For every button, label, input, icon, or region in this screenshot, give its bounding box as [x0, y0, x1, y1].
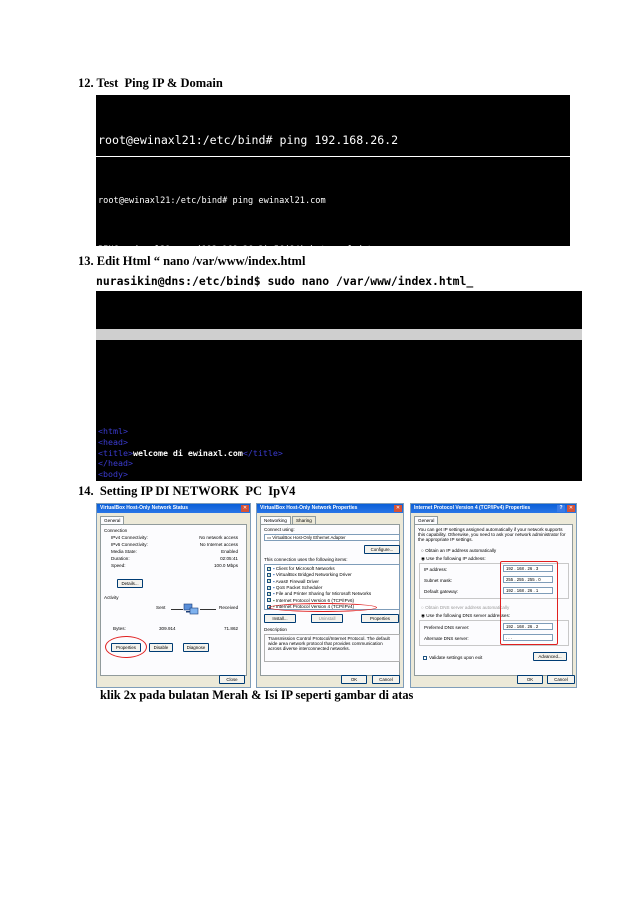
bytes-sent: 309.914	[159, 626, 176, 631]
sent-label: Sent	[156, 605, 166, 610]
heading-edit: 13. Edit Html “ nano /var/www/index.html	[78, 254, 306, 268]
preferred-dns-field[interactable]: 192 . 168 . 26 . 2	[503, 623, 553, 630]
dialog-title: VirtualBox Host-Only Network Properties	[260, 505, 358, 511]
tab-sharing[interactable]: Sharing	[292, 516, 316, 524]
component-label: Internet Protocol Version 6 (TCP/IPv6)	[275, 597, 355, 603]
status-row-value: 02:05:41	[220, 556, 238, 561]
terminal-line: root@ewinaxl21:/etc/bind# ping 192.168.26.2	[98, 133, 399, 147]
ok-button[interactable]: OK	[517, 675, 543, 684]
html-tag: <head>	[98, 436, 128, 447]
nano-line	[98, 448, 580, 459]
terminal-line: root@ewinaxl21:/etc/bind# ping ewinaxl21.com	[98, 196, 326, 206]
component-item[interactable]	[267, 591, 371, 597]
install-button[interactable]: Install...	[264, 614, 296, 623]
radio-icon: ○	[421, 548, 426, 553]
status-row-label: IPv6 Connectivity:	[111, 542, 148, 547]
terminal-line	[98, 245, 568, 246]
configure-button[interactable]: Configure...	[364, 545, 400, 554]
terminal-ping-domain	[96, 157, 570, 246]
network-component-icon: ▪	[273, 578, 276, 584]
default-gateway-label: Default gateway:	[424, 589, 459, 594]
description-text: Transmission Control Protocol/Internet Protocol. The default wide area network protocol that provides communication across diverse interconnected networks.	[264, 634, 400, 662]
component-label: QoS Packet Scheduler	[275, 584, 323, 590]
advanced-button[interactable]: Advanced...	[533, 652, 567, 661]
dialog-titlebar	[411, 504, 576, 513]
nano-line	[98, 458, 580, 469]
radio-selected-icon: ◉	[421, 613, 427, 618]
network-component-icon: ▪	[273, 603, 276, 609]
dialog-titlebar	[257, 504, 403, 513]
radio-selected-icon: ◉	[421, 556, 427, 561]
use-dns-label: Use the following DNS server addresses:	[426, 613, 511, 618]
component-item[interactable]	[267, 572, 352, 578]
status-row-value: 100.0 Mbps	[213, 563, 238, 568]
uninstall-button[interactable]: Uninstall	[311, 614, 343, 623]
close-icon[interactable]: ✕	[242, 505, 248, 511]
bytes-label: Bytes:	[113, 626, 126, 631]
html-tag	[98, 480, 138, 481]
nano-line	[98, 469, 580, 480]
nano-line	[98, 480, 580, 481]
radio-icon: ○	[421, 605, 426, 610]
network-component-icon: ▪	[273, 584, 276, 590]
nano-titlebar	[96, 329, 582, 361]
html-tag: </title>	[242, 447, 283, 458]
disable-button[interactable]: Disable	[149, 643, 173, 652]
tab-general[interactable]: General	[414, 516, 438, 524]
close-icon[interactable]: ✕	[395, 505, 401, 511]
checkbox-checked-icon[interactable]: ✓	[268, 590, 272, 596]
auto-dns-label: Obtain DNS server address automatically	[425, 605, 510, 610]
nano-line	[98, 426, 580, 437]
intro-text: You can get IP settings assigned automatically if your network supports this capability. Otherwise, you need to ask your network administrator for the appropriate IP settings.	[418, 527, 566, 542]
adapter-field	[264, 534, 400, 541]
network-activity-icon	[183, 603, 199, 617]
connection-label: Connection	[104, 528, 128, 533]
alternate-dns-label: Alternate DNS server:	[424, 636, 469, 641]
auto-ip-radio[interactable]	[421, 548, 496, 553]
nano-text: welcome di ewinaxl.com	[132, 447, 243, 458]
details-button[interactable]: Details...	[117, 579, 143, 588]
ip-address-label: IP address:	[424, 567, 448, 572]
network-status-dialog	[96, 503, 251, 688]
status-row-label: IPv4 Connectivity:	[111, 535, 148, 540]
component-label: Avast! Firewall Driver	[275, 578, 319, 584]
red-circle-highlight	[269, 603, 377, 612]
adapter-icon: ▭	[267, 535, 273, 540]
checkbox-icon	[423, 656, 427, 660]
alternate-dns-field[interactable]: . . .	[503, 634, 553, 641]
use-ip-radio[interactable]	[421, 556, 486, 562]
network-component-icon: ▪	[273, 591, 276, 597]
nano-line	[98, 437, 580, 448]
network-component-icon: ▪	[273, 572, 276, 578]
status-row-label: Media State:	[111, 549, 137, 554]
diagnose-button[interactable]: Diagnose	[183, 643, 209, 652]
network-component-icon: ▪	[273, 597, 276, 603]
items-label: This connection uses the following items:	[264, 557, 348, 562]
tab-general[interactable]: General	[100, 516, 124, 524]
cancel-button[interactable]: Cancel	[547, 675, 575, 684]
ip-address-field[interactable]: 192 . 168 . 26 . 3	[503, 565, 553, 572]
ipv4-properties-dialog	[410, 503, 577, 688]
ok-button[interactable]: OK	[341, 675, 367, 684]
component-label: VirtualBox Bridged Networking Driver	[275, 572, 352, 578]
nano-filename: File: /var/www/index.html	[286, 351, 411, 361]
status-row-label: Speed:	[111, 563, 126, 568]
tab-networking[interactable]: Networking	[260, 516, 291, 524]
html-tag: <body>	[98, 469, 128, 480]
received-label: Received	[219, 605, 239, 610]
component-item[interactable]	[267, 579, 319, 585]
status-row-value: No Internet access	[199, 542, 238, 547]
status-row-value: Enabled	[221, 549, 238, 554]
nano-prompt: nurasikin@dns:/etc/bind$ sudo nano /var/www/index.html_	[96, 271, 582, 291]
component-label: Internet Protocol Version 4 (TCP/IPv4)	[275, 603, 355, 609]
properties-button[interactable]: Properties	[111, 643, 141, 652]
terminal-ping-ip	[96, 95, 570, 156]
dialog-title: VirtualBox Host-Only Network Status	[100, 505, 188, 511]
nano-version: GNU nano 2.2.4	[115, 340, 196, 350]
component-item[interactable]	[267, 585, 322, 591]
auto-dns-radio[interactable]	[421, 605, 509, 610]
status-row-label: Duration:	[111, 556, 130, 561]
use-dns-radio[interactable]	[421, 613, 510, 619]
nano-content	[96, 378, 582, 481]
use-ip-label: Use the following IP address:	[426, 556, 486, 561]
validate-label: Validate settings upon exit	[429, 655, 483, 660]
subnet-mask-label: Subnet mask:	[424, 578, 453, 583]
checkbox-checked-icon[interactable]: ✓	[268, 572, 272, 578]
checkbox-checked-icon[interactable]: ✓	[268, 565, 272, 571]
checkbox-checked-icon[interactable]: ✓	[268, 584, 272, 590]
network-properties-dialog	[256, 503, 404, 688]
component-label: File and Printer Sharing for Microsoft Networks	[275, 591, 372, 597]
connect-using-label: Connect using:	[264, 527, 295, 532]
heading-ping: 12. Test Ping IP & Domain	[78, 76, 223, 90]
divider	[200, 609, 216, 610]
validate-checkbox[interactable]	[423, 655, 482, 660]
close-button[interactable]: Close	[219, 675, 245, 684]
checkbox-checked-icon[interactable]: ✓	[268, 597, 272, 603]
component-item[interactable]	[267, 566, 335, 572]
dialog-titlebar	[97, 504, 250, 513]
default-gateway-field[interactable]: 192 . 168 . 26 . 1	[503, 587, 553, 594]
html-tag: <html>	[98, 426, 128, 436]
preferred-dns-label: Preferred DNS server:	[424, 625, 470, 630]
status-row-value: No network access	[199, 535, 238, 540]
network-component-icon: ▪	[273, 566, 276, 571]
bytes-received: 71.862	[224, 626, 239, 631]
checkbox-checked-icon[interactable]: ✓	[268, 603, 272, 609]
auto-ip-label: Obtain an IP address automatically	[425, 548, 497, 553]
divider	[171, 609, 183, 610]
caption: klik 2x pada bulatan Merah & Isi IP seperti gambar di atas	[100, 688, 414, 702]
checkbox-checked-icon[interactable]: ✓	[268, 578, 272, 584]
properties-button[interactable]: Properties	[361, 614, 399, 623]
close-icon[interactable]: ✕	[568, 505, 574, 511]
red-circle-highlight	[105, 636, 147, 658]
nano-editor[interactable]	[96, 291, 582, 481]
heading-network: 14. Setting IP DI NETWORK PC IpV4	[78, 484, 296, 498]
dialog-title: Internet Protocol Version 4 (TCP/IPv4) Properties	[414, 505, 531, 511]
description-label: Description	[264, 627, 287, 632]
cancel-button[interactable]: Cancel	[372, 675, 400, 684]
adapter-name: VirtualBox Host-Only Ethernet Adapter	[272, 535, 346, 540]
component-label: Client for Microsoft Networks	[275, 566, 335, 571]
activity-label: Activity	[104, 595, 119, 600]
subnet-mask-field[interactable]: 255 . 255 . 255 . 0	[503, 576, 553, 583]
html-tag: <title>	[98, 447, 133, 458]
red-box-highlight	[500, 561, 558, 645]
help-icon[interactable]: ?	[557, 505, 565, 512]
html-tag: </head>	[98, 458, 133, 469]
